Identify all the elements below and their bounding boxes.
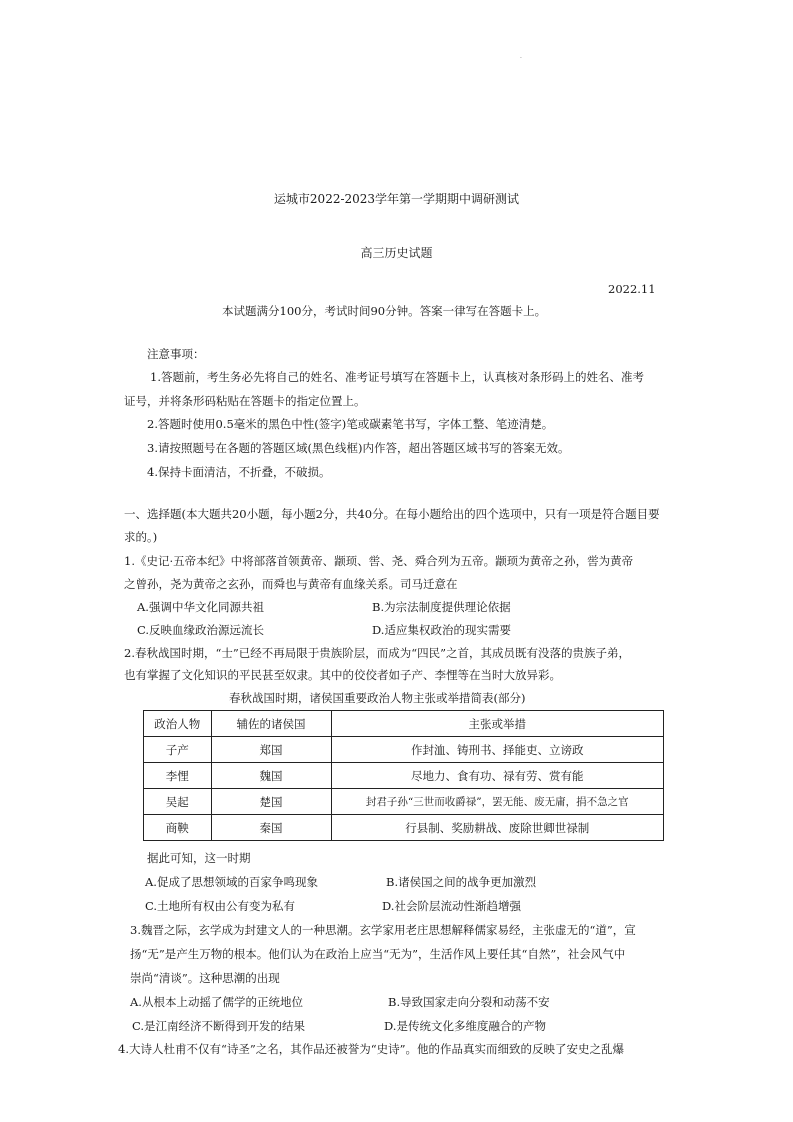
q2-line-2: 也有掌握了文化知识的平民甚至奴隶。其中的佼佼者如子产、李悝等在当时大放异彩。 — [124, 668, 561, 682]
exam-intro: 本试题满分100分，考试时间90分钟。答案一律写在答题卡上。 — [222, 304, 547, 318]
notice-item-2: 2.答题时使用0.5毫米的黑色中性(签字)笔或碳素笔书写，字体工整、笔迹清楚。 — [147, 417, 554, 431]
notice-item-3: 3.请按照题号在各题的答题区域(黑色线框)内作答，超出答题区域书写的答案无效。 — [147, 441, 570, 455]
q3-option-b: B.导致国家走向分裂和动荡不安 — [388, 995, 550, 1009]
table-cell: 吴起 — [144, 789, 212, 815]
q2-option-d: D.社会阶层流动性渐趋增强 — [382, 899, 521, 913]
q2-table-caption: 春秋战国时期，诸侯国重要政治人物主张或举措简表(部分) — [229, 691, 526, 705]
exam-subtitle: 高三历史试题 — [360, 246, 433, 260]
q3-line-2: 扬“无”是产生万物的根本。他们认为在政治上应当“无为”，生活作风上要任其“自然”，社会风气中 — [130, 947, 626, 961]
q3-option-d: D.是传统文化多维度融合的产物 — [384, 1019, 546, 1033]
table-cell: 行县制、奖励耕战、废除世卿世禄制 — [331, 815, 663, 841]
table-cell: 魏国 — [211, 763, 331, 789]
q3-option-c: C.是江南经济不断得到开发的结果 — [132, 1019, 306, 1033]
table-row — [144, 815, 664, 841]
q2-option-a: A.促成了思想领域的百家争鸣现象 — [145, 875, 318, 889]
table-row — [144, 763, 664, 789]
section-1-line-2: 求的。) — [124, 530, 158, 544]
q2-stem-end: 据此可知，这一时期 — [147, 851, 251, 865]
q2-table — [143, 710, 664, 841]
table-cell: 郑国 — [211, 737, 331, 763]
table-cell: 尽地力、食有功、禄有劳、赏有能 — [331, 763, 663, 789]
table-header-row — [144, 711, 664, 737]
notice-item-1-line-1: 1.答题前，考生务必先将自己的姓名、准考证号填写在答题卡上，认真核对条形码上的姓名、准考 — [150, 370, 644, 384]
q1-option-c: C.反映血缘政治源远流长 — [137, 623, 265, 637]
table-header-cell: 辅佐的诸侯国 — [211, 711, 331, 737]
q1-option-b: B.为宗法制度提供理论依据 — [372, 600, 511, 614]
table-header-cell: 主张或举措 — [331, 711, 663, 737]
q1-line-2: 之曾孙，尧为黄帝之玄孙，而舜也与黄帝有血缘关系。司马迁意在 — [124, 577, 458, 591]
q1-option-a: A.强调中华文化同源共祖 — [137, 600, 264, 614]
table-row — [144, 789, 664, 815]
table-cell: 李悝 — [144, 763, 212, 789]
notice-item-1-line-2: 证号，并将条形码粘贴在答题卡的指定位置上。 — [124, 394, 366, 408]
q1-option-d: D.适应集权政治的现实需要 — [372, 623, 511, 637]
notice-heading: 注意事项： — [147, 347, 205, 361]
table-row — [144, 737, 664, 763]
page-dot: · — [520, 55, 522, 62]
table-cell: 商鞅 — [144, 815, 212, 841]
q2-option-b: B.诸侯国之间的战争更加激烈 — [386, 875, 537, 889]
exam-date: 2022.11 — [608, 282, 656, 296]
q2-option-c: C.土地所有权由公有变为私有 — [145, 899, 296, 913]
exam-title: 运城市2022-2023学年第一学期期中调研测试 — [273, 192, 520, 206]
table-cell: 封君子孙“三世而收爵禄”，罢无能、废无庸，捐不急之官 — [331, 789, 663, 815]
section-1-line-1: 一、选择题(本大题共20小题，每小题2分，共40分。在每小题给出的四个选项中，只有一项是符合题目要 — [124, 507, 660, 521]
q4-line-1: 4.大诗人杜甫不仅有“诗圣”之名，其作品还被誉为“史诗”。他的作品真实而细致的反映了安史之乱爆 — [118, 1042, 624, 1056]
table-cell: 子产 — [144, 737, 212, 763]
table-cell: 作封洫、铸刑书、择能吏、立谤政 — [331, 737, 663, 763]
q3-line-1: 3.魏晋之际，玄学成为封建文人的一种思潮。玄学家用老庄思想解释儒家易经，主张虚无的“道”，宣 — [130, 923, 636, 937]
notice-item-4: 4.保持卡面清洁，不折叠，不破损。 — [147, 465, 331, 479]
table-header-cell: 政治人物 — [144, 711, 212, 737]
q3-line-3: 崇尚“清谈”。这种思潮的出现 — [130, 971, 280, 985]
q1-line-1: 1.《史记·五帝本纪》中将部落首领黄帝、颛顼、喾、尧、舜合列为五帝。颛顼为黄帝之孙，喾为黄帝 — [124, 554, 634, 568]
table-cell: 秦国 — [211, 815, 331, 841]
q2-line-1: 2.春秋战国时期，“士”已经不再局限于贵族阶层，而成为“四民”之首，其成员既有没落的贵族子弟， — [124, 646, 630, 660]
table-cell: 楚国 — [211, 789, 331, 815]
q3-option-a: A.从根本上动摇了儒学的正统地位 — [130, 995, 303, 1009]
